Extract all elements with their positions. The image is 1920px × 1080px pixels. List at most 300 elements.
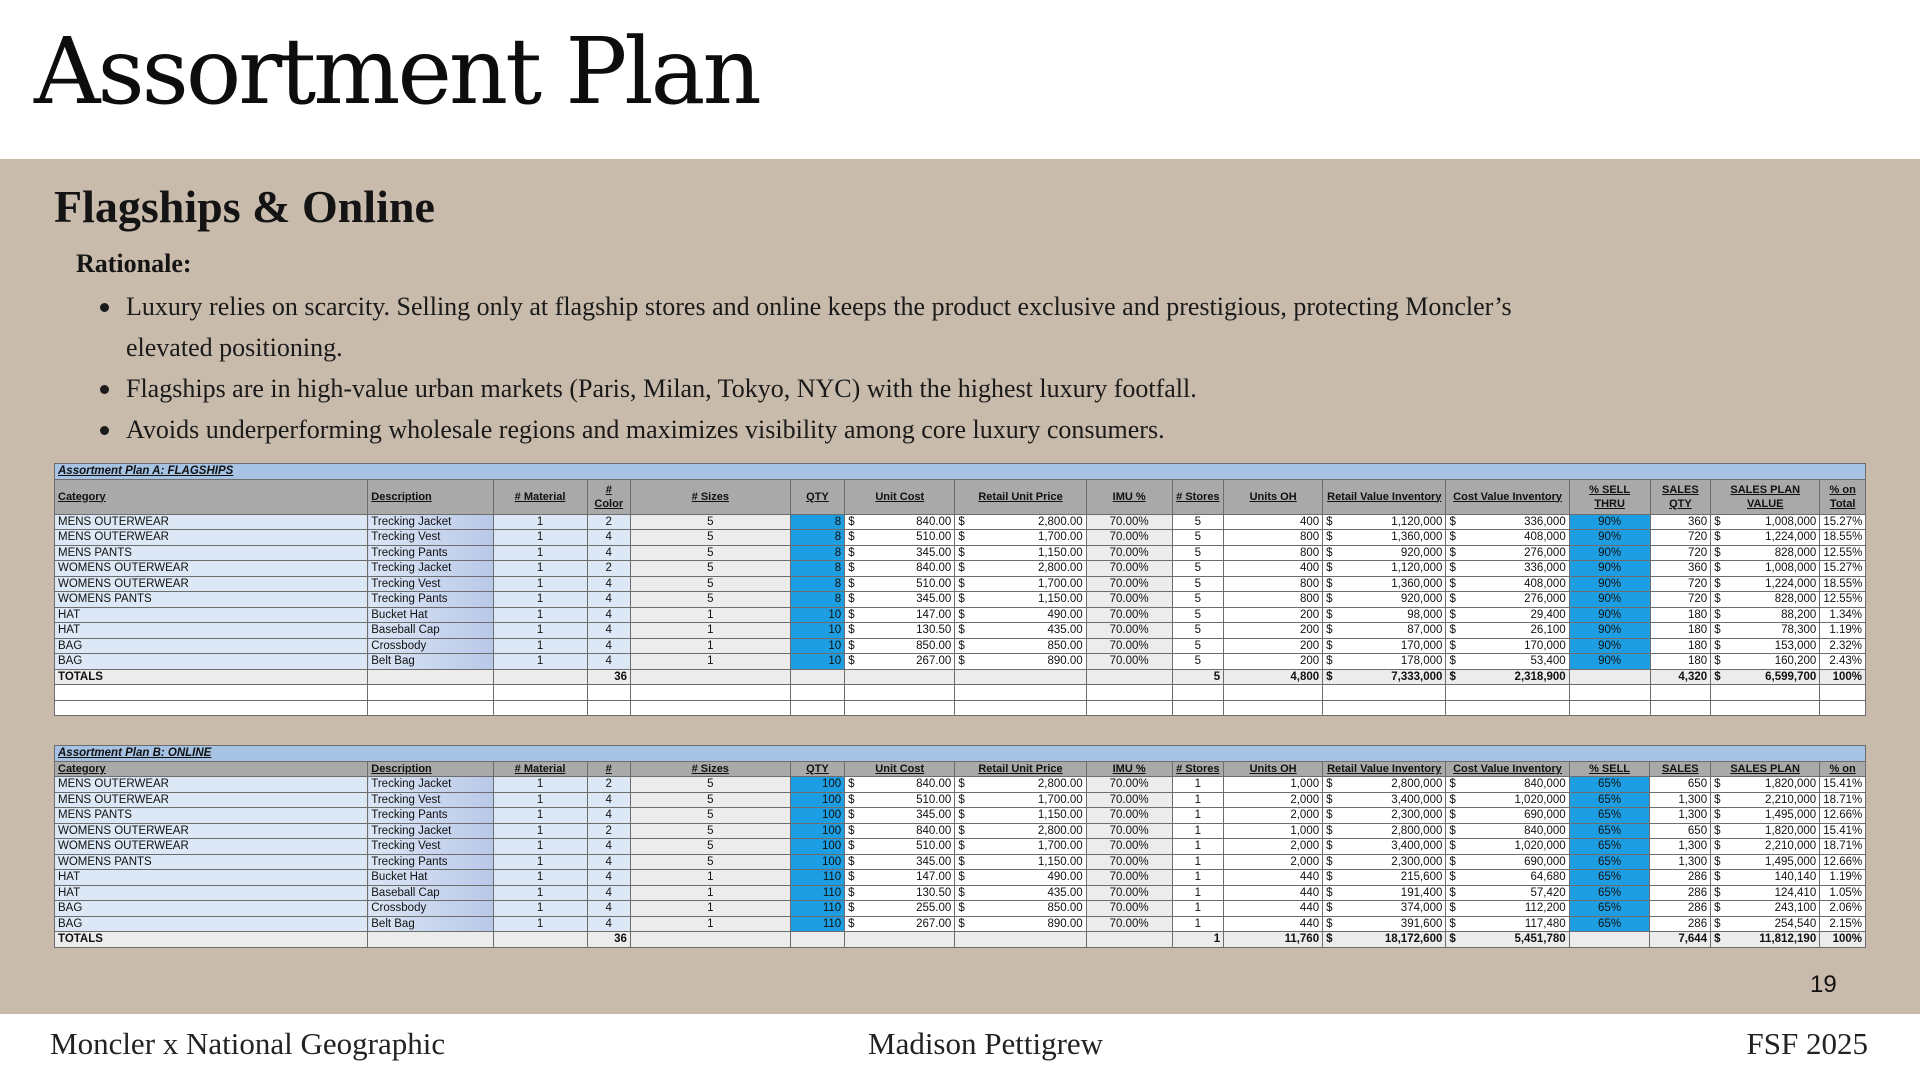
cell-description: Bucket Hat: [368, 607, 493, 623]
cell-qty: 110: [790, 870, 845, 886]
cell-sell-thru: 90%: [1569, 514, 1650, 530]
cell-stores: 5: [1172, 576, 1224, 592]
cell-unit-cost: [845, 808, 955, 824]
cell-retail-unit-price: [955, 561, 1086, 577]
currency-symbol: $: [1714, 515, 1721, 528]
table-row: [55, 808, 1866, 824]
cell-units-oh: 800: [1224, 576, 1323, 592]
cell-retail-unit-price-value: 490.00: [1047, 871, 1083, 884]
spacer-cell: [1569, 685, 1650, 701]
cell-stores: 5: [1172, 654, 1224, 670]
cell-sell-thru: 90%: [1569, 623, 1650, 639]
cell-category: WOMENS OUTERWEAR: [55, 576, 368, 592]
cell-retail-value-inventory: [1323, 592, 1446, 608]
table-row: [55, 823, 1866, 839]
currency-symbol: $: [848, 624, 855, 637]
spacer-cell: [1446, 685, 1569, 701]
spacer-cell: [1086, 700, 1172, 716]
cell-retail-value-inventory: [1323, 638, 1446, 654]
cell-color: 4: [587, 623, 630, 639]
spacer-cell: [845, 700, 955, 716]
spacer-cell: [955, 700, 1086, 716]
cell-units-oh: 2,000: [1224, 854, 1323, 870]
totals-empty-cell: [493, 669, 587, 685]
rationale-bullet: [96, 286, 1556, 368]
currency-symbol: $: [1326, 670, 1333, 683]
cell-retail-unit-price: [955, 808, 1086, 824]
header-retail-value-inventory: Retail Value Inventory: [1323, 761, 1446, 777]
cell-description: Trecking Pants: [368, 808, 493, 824]
cell-category: HAT: [55, 870, 368, 886]
cell-category: MENS OUTERWEAR: [55, 777, 368, 793]
currency-symbol: $: [1449, 546, 1456, 559]
cell-pct-total: 12.66%: [1820, 808, 1866, 824]
cell-color: 4: [587, 638, 630, 654]
currency-symbol: $: [1714, 824, 1721, 837]
currency-symbol: $: [1714, 886, 1721, 899]
cell-retail-value-inventory-value: 374,000: [1400, 902, 1443, 915]
currency-symbol: $: [1326, 933, 1333, 946]
cell-sales-plan-value: [1711, 777, 1820, 793]
header-material: # Material: [493, 479, 587, 514]
cell-retail-value-inventory: [1323, 839, 1446, 855]
cell-sales-qty: 286: [1650, 870, 1711, 886]
currency-symbol: $: [848, 577, 855, 590]
cell-retail-value-inventory-value: 1,360,000: [1391, 531, 1443, 544]
cell-retail-unit-price: [955, 839, 1086, 855]
page-title: Assortment Plan: [34, 18, 759, 125]
cell-qty: 8: [790, 530, 845, 546]
cell-sales-qty: 180: [1650, 638, 1711, 654]
cell-description: Trecking Vest: [368, 530, 493, 546]
cell-cost-value-inventory-value: 408,000: [1524, 531, 1566, 544]
rationale-bullet: [96, 368, 1556, 409]
cell-material: 1: [493, 654, 587, 670]
cell-sales-qty: 180: [1650, 654, 1711, 670]
cell-units-oh: 800: [1224, 545, 1323, 561]
totals-label: TOTALS: [55, 932, 368, 948]
currency-symbol: $: [1449, 917, 1456, 930]
cell-color: 2: [587, 777, 630, 793]
cell-sizes: 5: [630, 514, 790, 530]
cell-material: 1: [493, 514, 587, 530]
cell-retail-value-inventory: [1323, 823, 1446, 839]
cell-unit-cost: [845, 777, 955, 793]
currency-symbol: $: [848, 593, 855, 606]
cell-imu: 70.00%: [1086, 885, 1172, 901]
cell-units-oh: 440: [1224, 916, 1323, 932]
table-row: [55, 530, 1866, 546]
cell-retail-unit-price-value: 1,700.00: [1037, 793, 1083, 806]
cell-unit-cost: [845, 576, 955, 592]
currency-symbol: $: [1326, 624, 1333, 637]
cell-units-oh: 400: [1224, 561, 1323, 577]
table-caption: Assortment Plan B: ONLINE: [55, 746, 1866, 762]
cell-sizes: 1: [630, 901, 790, 917]
bullet-dot-icon: [100, 303, 109, 312]
totals-units-oh: 4,800: [1224, 669, 1323, 685]
cell-sales-qty: 1,300: [1650, 839, 1711, 855]
cell-category: WOMENS OUTERWEAR: [55, 823, 368, 839]
cell-stores: 1: [1172, 916, 1224, 932]
cell-retail-value-inventory: [1323, 607, 1446, 623]
cell-sales-plan-value-value: 828,000: [1774, 546, 1817, 559]
cell-units-oh: 1,000: [1224, 823, 1323, 839]
currency-symbol: $: [848, 793, 855, 806]
cell-sales-plan-value-value: 2,210,000: [1765, 840, 1817, 853]
currency-symbol: $: [848, 871, 855, 884]
cell-unit-cost-value: 255.00: [916, 902, 952, 915]
cell-stores: 1: [1172, 870, 1224, 886]
cell-retail-unit-price-value: 2,800.00: [1037, 778, 1083, 791]
cell-stores: 5: [1172, 530, 1224, 546]
cell-unit-cost-value: 510.00: [916, 793, 952, 806]
cell-unit-cost-value: 510.00: [916, 531, 952, 544]
table-row: [55, 623, 1866, 639]
cell-sell-thru: 65%: [1569, 823, 1650, 839]
spacer-cell: [1711, 685, 1820, 701]
cell-description: Trecking Jacket: [368, 561, 493, 577]
cell-unit-cost: [845, 607, 955, 623]
currency-symbol: $: [1326, 515, 1333, 528]
table-row: [55, 901, 1866, 917]
cell-retail-unit-price-value: 890.00: [1047, 655, 1083, 668]
currency-symbol: $: [1449, 809, 1456, 822]
cell-sales-plan-value-value: 2,210,000: [1765, 793, 1817, 806]
cell-sizes: 5: [630, 592, 790, 608]
cell-color: 4: [587, 792, 630, 808]
cell-retail-unit-price-value: 1,150.00: [1037, 855, 1083, 868]
cell-units-oh: 200: [1224, 638, 1323, 654]
totals-retail-value-value: 18,172,600: [1384, 933, 1443, 946]
currency-symbol: $: [1714, 593, 1721, 606]
cell-sales-plan-value: [1711, 654, 1820, 670]
cell-description: Crossbody: [368, 638, 493, 654]
cell-sales-qty: 650: [1650, 777, 1711, 793]
cell-retail-value-inventory: [1323, 808, 1446, 824]
cell-unit-cost-value: 130.50: [916, 624, 952, 637]
cell-unit-cost: [845, 530, 955, 546]
cell-retail-unit-price: [955, 576, 1086, 592]
cell-qty: 8: [790, 545, 845, 561]
spacer-cell: [1820, 700, 1866, 716]
totals-empty-cell: [790, 932, 845, 948]
cell-sell-thru: 65%: [1569, 916, 1650, 932]
cell-cost-value-inventory: [1446, 808, 1569, 824]
currency-symbol: $: [1326, 608, 1333, 621]
cell-unit-cost: [845, 792, 955, 808]
cell-unit-cost: [845, 839, 955, 855]
cell-retail-unit-price: [955, 870, 1086, 886]
currency-symbol: $: [848, 824, 855, 837]
cell-retail-value-inventory-value: 3,400,000: [1391, 840, 1443, 853]
assortment-plan-b-table: [54, 745, 1866, 948]
cell-retail-value-inventory-value: 2,300,000: [1391, 809, 1443, 822]
cell-sales-plan-value-value: 1,495,000: [1765, 855, 1817, 868]
cell-unit-cost-value: 345.00: [916, 855, 952, 868]
cell-retail-unit-price: [955, 592, 1086, 608]
cell-cost-value-inventory-value: 26,100: [1530, 624, 1566, 637]
cell-sales-plan-value: [1711, 823, 1820, 839]
cell-imu: 70.00%: [1086, 870, 1172, 886]
cell-sales-plan-value: [1711, 623, 1820, 639]
cell-cost-value-inventory: [1446, 576, 1569, 592]
cell-unit-cost: [845, 623, 955, 639]
currency-symbol: $: [1449, 902, 1456, 915]
header-qty: QTY: [790, 761, 845, 777]
totals-empty-cell: [493, 932, 587, 948]
cell-units-oh: 2,000: [1224, 808, 1323, 824]
cell-imu: 70.00%: [1086, 623, 1172, 639]
table-caption-row: [55, 464, 1866, 480]
currency-symbol: $: [848, 639, 855, 652]
cell-retail-value-inventory-value: 2,800,000: [1391, 778, 1443, 791]
cell-retail-value-inventory: [1323, 654, 1446, 670]
header-unit-cost: Unit Cost: [845, 479, 955, 514]
cell-imu: 70.00%: [1086, 545, 1172, 561]
cell-imu: 70.00%: [1086, 777, 1172, 793]
header-sales-qty: SALES: [1650, 761, 1711, 777]
currency-symbol: $: [1714, 624, 1721, 637]
cell-qty: 10: [790, 623, 845, 639]
currency-symbol: $: [958, 577, 965, 590]
currency-symbol: $: [1714, 531, 1721, 544]
cell-retail-unit-price: [955, 823, 1086, 839]
currency-symbol: $: [1449, 531, 1456, 544]
currency-symbol: $: [1326, 562, 1333, 575]
header-cost-value-inventory: Cost Value Inventory: [1446, 761, 1569, 777]
currency-symbol: $: [1714, 809, 1721, 822]
cell-sales-qty: 720: [1650, 545, 1711, 561]
cell-sell-thru: 65%: [1569, 854, 1650, 870]
cell-sales-qty: 286: [1650, 901, 1711, 917]
cell-sizes: 5: [630, 854, 790, 870]
header-sell-thru: % SELL: [1569, 761, 1650, 777]
header-retail-unit-price: Retail Unit Price: [955, 479, 1086, 514]
cell-description: Baseball Cap: [368, 623, 493, 639]
currency-symbol: $: [1326, 593, 1333, 606]
cell-unit-cost: [845, 885, 955, 901]
cell-qty: 100: [790, 792, 845, 808]
cell-sales-plan-value: [1711, 514, 1820, 530]
cell-material: 1: [493, 792, 587, 808]
spacer-cell: [955, 685, 1086, 701]
currency-symbol: $: [1714, 577, 1721, 590]
cell-sales-plan-value-value: 88,200: [1781, 608, 1817, 621]
spacer-cell: [1323, 700, 1446, 716]
header-material: # Material: [493, 761, 587, 777]
cell-stores: 1: [1172, 901, 1224, 917]
spacer-cell: [790, 685, 845, 701]
cell-retail-unit-price-value: 1,150.00: [1037, 546, 1083, 559]
totals-empty-cell: [630, 669, 790, 685]
cell-retail-unit-price-value: 490.00: [1047, 608, 1083, 621]
currency-symbol: $: [848, 886, 855, 899]
cell-unit-cost: [845, 638, 955, 654]
cell-sales-qty: 286: [1650, 885, 1711, 901]
cell-cost-value-inventory: [1446, 823, 1569, 839]
cell-retail-value-inventory-value: 170,000: [1400, 639, 1443, 652]
cell-color: 4: [587, 654, 630, 670]
cell-material: 1: [493, 885, 587, 901]
currency-symbol: $: [1449, 624, 1456, 637]
header-units-oh: Units OH: [1224, 479, 1323, 514]
cell-stores: 1: [1172, 823, 1224, 839]
cell-cost-value-inventory-value: 840,000: [1524, 778, 1566, 791]
cell-qty: 100: [790, 777, 845, 793]
cell-cost-value-inventory-value: 276,000: [1524, 546, 1566, 559]
cell-imu: 70.00%: [1086, 839, 1172, 855]
totals-pct: 100%: [1820, 932, 1866, 948]
cell-units-oh: 2,000: [1224, 839, 1323, 855]
cell-description: Crossbody: [368, 901, 493, 917]
header-description: Description: [368, 479, 493, 514]
cell-unit-cost-value: 147.00: [916, 871, 952, 884]
cell-sales-qty: 720: [1650, 592, 1711, 608]
cell-cost-value-inventory-value: 336,000: [1524, 562, 1566, 575]
cell-stores: 5: [1172, 592, 1224, 608]
cell-unit-cost: [845, 561, 955, 577]
cell-color: 4: [587, 854, 630, 870]
cell-sales-plan-value-value: 1,224,000: [1765, 577, 1817, 590]
cell-category: WOMENS PANTS: [55, 854, 368, 870]
cell-stores: 5: [1172, 623, 1224, 639]
cell-pct-total: 15.27%: [1820, 561, 1866, 577]
totals-retail-value: [1323, 932, 1446, 948]
cell-imu: 70.00%: [1086, 654, 1172, 670]
cell-unit-cost-value: 345.00: [916, 593, 952, 606]
cell-cost-value-inventory: [1446, 514, 1569, 530]
header-cost-value-inventory: Cost Value Inventory: [1446, 479, 1569, 514]
cell-stores: 5: [1172, 561, 1224, 577]
cell-retail-value-inventory-value: 98,000: [1407, 608, 1443, 621]
cell-cost-value-inventory-value: 840,000: [1524, 824, 1566, 837]
cell-imu: 70.00%: [1086, 638, 1172, 654]
cell-cost-value-inventory-value: 53,400: [1530, 655, 1566, 668]
totals-empty-cell: [790, 669, 845, 685]
cell-stores: 5: [1172, 545, 1224, 561]
header-retail-unit-price: Retail Unit Price: [955, 761, 1086, 777]
cell-qty: 8: [790, 514, 845, 530]
header-description: Description: [368, 761, 493, 777]
cell-sales-qty: 286: [1650, 916, 1711, 932]
cell-qty: 100: [790, 823, 845, 839]
cell-retail-unit-price-value: 435.00: [1047, 624, 1083, 637]
cell-pct-total: 12.55%: [1820, 592, 1866, 608]
cell-pct-total: 18.71%: [1820, 792, 1866, 808]
totals-empty-cell: [845, 669, 955, 685]
currency-symbol: $: [958, 824, 965, 837]
cell-description: Trecking Vest: [368, 839, 493, 855]
cell-sales-plan-value: [1711, 576, 1820, 592]
header-stores: # Stores: [1172, 479, 1224, 514]
cell-retail-unit-price: [955, 885, 1086, 901]
cell-unit-cost: [845, 545, 955, 561]
table-row: [55, 854, 1866, 870]
cell-sales-qty: 180: [1650, 623, 1711, 639]
cell-color: 4: [587, 916, 630, 932]
spacer-cell: [630, 700, 790, 716]
cell-pct-total: 1.05%: [1820, 885, 1866, 901]
cell-color: 4: [587, 607, 630, 623]
spacer-cell: [55, 685, 368, 701]
currency-symbol: $: [1449, 855, 1456, 868]
cell-qty: 10: [790, 638, 845, 654]
currency-symbol: $: [1714, 778, 1721, 791]
cell-qty: 100: [790, 808, 845, 824]
cell-retail-unit-price: [955, 623, 1086, 639]
currency-symbol: $: [1449, 515, 1456, 528]
totals-label: TOTALS: [55, 669, 368, 685]
cell-qty: 110: [790, 901, 845, 917]
currency-symbol: $: [958, 809, 965, 822]
cell-sizes: 5: [630, 561, 790, 577]
table-caption: Assortment Plan A: FLAGSHIPS: [55, 464, 1866, 480]
cell-retail-unit-price: [955, 638, 1086, 654]
cell-color: 4: [587, 885, 630, 901]
cell-imu: 70.00%: [1086, 576, 1172, 592]
currency-symbol: $: [1449, 608, 1456, 621]
currency-symbol: $: [958, 793, 965, 806]
spacer-cell: [1323, 685, 1446, 701]
cell-category: MENS PANTS: [55, 808, 368, 824]
cell-retail-value-inventory-value: 215,600: [1400, 871, 1443, 884]
currency-symbol: $: [958, 886, 965, 899]
cell-color: 4: [587, 839, 630, 855]
totals-row: [55, 932, 1866, 948]
cell-sales-plan-value: [1711, 592, 1820, 608]
cell-color: 4: [587, 592, 630, 608]
cell-unit-cost-value: 147.00: [916, 608, 952, 621]
cell-sales-plan-value-value: 1,820,000: [1765, 824, 1817, 837]
currency-symbol: $: [1326, 639, 1333, 652]
cell-sales-plan-value: [1711, 638, 1820, 654]
cell-sizes: 5: [630, 777, 790, 793]
cell-qty: 100: [790, 854, 845, 870]
cell-cost-value-inventory-value: 336,000: [1524, 515, 1566, 528]
currency-symbol: $: [1714, 871, 1721, 884]
header-sizes: # Sizes: [630, 761, 790, 777]
totals-stores: 5: [1172, 669, 1224, 685]
currency-symbol: $: [1449, 577, 1456, 590]
totals-sales-qty: 7,644: [1650, 932, 1711, 948]
cell-retail-value-inventory: [1323, 576, 1446, 592]
cell-material: 1: [493, 561, 587, 577]
rationale-bullet-text: Avoids underperforming wholesale regions and maximizes visibility among core luxury consumers.: [126, 415, 1165, 444]
cell-cost-value-inventory: [1446, 916, 1569, 932]
cell-description: Trecking Pants: [368, 545, 493, 561]
cell-retail-value-inventory-value: 1,120,000: [1391, 562, 1443, 575]
header-sales-plan-value: SALES PLAN VALUE: [1711, 479, 1820, 514]
cell-qty: 110: [790, 885, 845, 901]
table-row: [55, 545, 1866, 561]
cell-sales-qty: 720: [1650, 530, 1711, 546]
currency-symbol: $: [1714, 655, 1721, 668]
cell-sales-plan-value: [1711, 916, 1820, 932]
currency-symbol: $: [1326, 531, 1333, 544]
spacer-cell: [55, 700, 368, 716]
cell-material: 1: [493, 823, 587, 839]
cell-retail-value-inventory-value: 2,300,000: [1391, 855, 1443, 868]
cell-unit-cost-value: 267.00: [916, 655, 952, 668]
currency-symbol: $: [1326, 546, 1333, 559]
currency-symbol: $: [848, 917, 855, 930]
cell-cost-value-inventory: [1446, 607, 1569, 623]
cell-pct-total: 12.55%: [1820, 545, 1866, 561]
cell-retail-value-inventory: [1323, 870, 1446, 886]
cell-retail-value-inventory: [1323, 530, 1446, 546]
cell-sales-plan-value: [1711, 545, 1820, 561]
